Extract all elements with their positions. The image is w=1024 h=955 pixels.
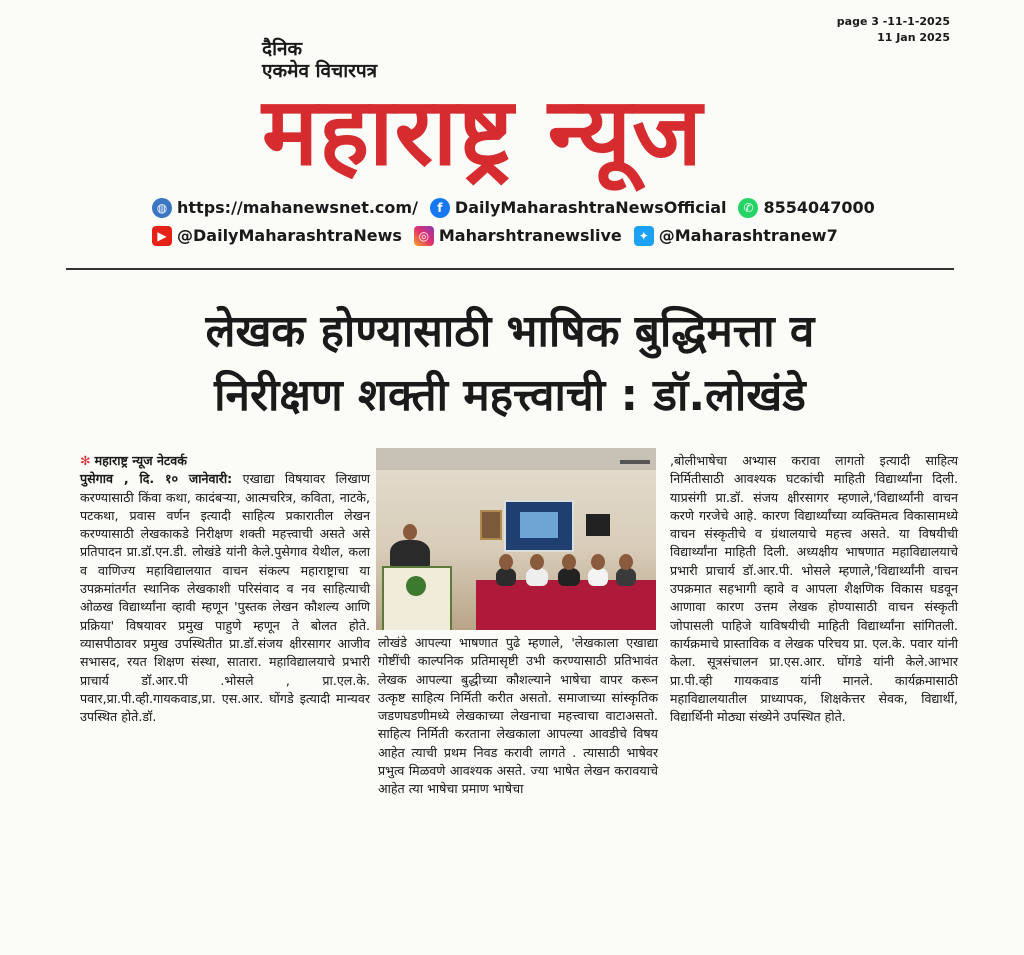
facebook-link[interactable] <box>430 194 727 222</box>
podium <box>382 566 452 630</box>
social-links <box>152 194 912 250</box>
twitter-icon: ✦ <box>634 226 654 246</box>
headline-line-2: निरीक्षण शक्ती महत्त्वाची : डॉ.लोखंडे <box>214 370 806 421</box>
wall-portrait <box>480 510 502 540</box>
article-column-1 <box>80 452 370 726</box>
masthead-tagline <box>262 38 377 82</box>
twitter-link[interactable] <box>634 222 838 250</box>
whatsapp-link[interactable] <box>738 194 874 222</box>
instagram-text: Maharshtranewslive <box>438 226 622 245</box>
network-text: महाराष्ट्र न्यूज नेटवर्क <box>94 453 187 468</box>
social-row-1 <box>152 194 912 222</box>
tagline-sub: एकमेव विचारपत्र <box>262 60 378 82</box>
instagram-icon: ◎ <box>414 226 434 246</box>
ceiling-fan-icon <box>620 460 650 464</box>
youtube-text: @DailyMaharashtraNews <box>177 226 402 245</box>
article-column-2 <box>378 634 658 799</box>
globe-icon: ◍ <box>152 198 172 218</box>
youtube-link[interactable] <box>152 222 402 250</box>
facebook-text: DailyMaharashtraNewsOfficial <box>454 198 727 217</box>
article-headline <box>60 300 960 428</box>
column-1-text <box>80 470 370 726</box>
speaker-icon <box>586 514 610 536</box>
masthead-title: महाराष्ट्र न्यूज <box>262 78 703 187</box>
column-2-body: लोखंडे आपल्या भाषणात पुढे म्हणाले, 'लेखकाला एखाद्या गोष्टींची काल्पनिक प्रतिमासृष्टी उभी करण्यासाठी प्रतिभावंत लेखक आपल्या बुद्धीच्या कौशल्याने भाषेचा वापर करून उत्कृष्ट साहित्य निर्मिती करीत असतो. समाजाच्या सांस्कृतिक जडणघडणीमध्ये लेखकाच्या लेखनाचा महत्त्वाचा वाटाअसतो. साहित्य निर्मिती करताना लेखकाला आपल्या आवडीचे विषय आहेत त्याची प्रथम निवड करावी लागते . त्यासाठी भाषेवर प्रभुत्व मिळवणे आवश्यक असते. ज्या भाषेत लेखन करावयाचे आहेत त्या भाषेचा प्रमाण भाषेचा <box>378 635 658 797</box>
projector-screen <box>504 500 574 552</box>
instagram-link[interactable] <box>414 222 622 250</box>
website-link[interactable] <box>152 194 418 222</box>
twitter-text: @Maharashtranew7 <box>658 226 838 245</box>
tagline-daily: दैनिक <box>262 38 303 60</box>
website-text: https://mahanewsnet.com/ <box>177 198 418 217</box>
page-number: page 3 -11-1-2025 <box>836 15 950 28</box>
whatsapp-icon: ✆ <box>738 198 758 218</box>
header-divider <box>66 268 954 270</box>
headline-line-1: लेखक होण्यासाठी भाषिक बुद्धिमत्ता व <box>205 306 815 357</box>
article-column-3 <box>670 452 958 726</box>
column-1-body: एखाद्या विषयावर लिखाण करण्यासाठी किंवा कथा, कादंबऱ्या, आत्मचरित्र, कविता, नाटके, पटकथा, प्रवास वर्णन इत्यादी साहित्य प्रकारातील लेखन करण्यासाठी लेखकाकडे निरीक्षण शक्ती महत्त्वाची असते असे प्रतिपादन प्रा.डॉ.एन.डी. लोखंडे यांनी केले.पुसेगाव येथील, कला व वाणिज्य महाविद्यालयात वाचन संकल्प महाराष्ट्राचा या उपक्रमांतर्गत स्थानिक लेखकाशी परिसंवाद व नव साहित्याची ओळख विद्यार्थ्यांना व्हावी म्हणून 'पुस्तक लेखन कौशल्य आणि प्रक्रिया' विषयावर प्रमुख पाहुणे म्हणून ते बोलत होते. व्यासपीठावर प्रमुख उपस्थितीत प्रा.डॉ.संजय क्षीरसागर आजीव सभासद, रयत शिक्षण संस्था, सातारा. महाविद्यालयाचे प्रभारी प्राचार्य डॉ.आर.पी .भोसले , प्रा.एल.के. पवार,प्रा.पी.व्ही.गायकवाड,प्रा. एस.आर. घोंगडे इत्यादी मान्यवर उपस्थित होते.डॉ. <box>80 471 371 725</box>
dateline: पुसेगाव , दि. १० जानेवारी: <box>80 471 233 487</box>
page-info <box>837 14 950 46</box>
page-date: 11 Jan 2025 <box>877 31 950 44</box>
youtube-icon: ▶ <box>152 226 172 246</box>
whatsapp-text: 8554047000 <box>763 198 875 217</box>
column-3-body: ,बोलीभाषेचा अभ्यास करावा लागतो इत्यादी साहित्य निर्मितीसाठी आवश्यक घटकांची माहिती विद्यार्थ्यांना दिली. याप्रसंगी प्रा.डॉ. संजय क्षीरसागर म्हणाले,'विद्यार्थ्यांनी वाचन करणे गरजेचे आहे. कारण विद्यार्थ्यांच्या व्यक्तिमत्व विकासामध्ये वाचन संस्कृतीचे व ग्रंथालयाचे महत्त्व असते. या विषयीची विद्यार्थ्यांना माहिती दिली. अध्यक्षीय भाषणात महाविद्यालयाचे प्रभारी प्राचार्य डॉ.आर.पी. भोसले म्हणाले,'विद्यार्थ्यांनी वाचन उपक्रमात सहभागी व्हावे व आपला शैक्षणिक विकास घडवून आणावा कारण उत्तम लेखक होण्यासाठी वाचन संस्कृती जोपासली पाहिजे याविषयीची माहिती विद्यार्थ्यांना सांगितली. कार्यक्रमाचे प्रास्ताविक व लेखक परिचय प्रा. एल.के. पवार यांनी केला. सूत्रसंचालन प्रा.एस.आर. घोंगडे यांनी केले.आभार प्रा.पी.व्ही गायकवाड यांनी मानले. कार्यक्रमासाठी महाविद्यालयातील प्राध्यापक, शिक्षकेत्तर सेवक, विद्यार्थी, विद्यार्थिनी मोठ्या संख्येने उपस्थित होते. <box>670 453 958 725</box>
asterisk-icon: ✻ <box>80 453 91 468</box>
event-photo <box>376 448 656 630</box>
facebook-icon: f <box>430 198 450 218</box>
network-byline <box>80 452 370 470</box>
social-row-2 <box>152 222 912 250</box>
dais-table <box>476 580 656 630</box>
